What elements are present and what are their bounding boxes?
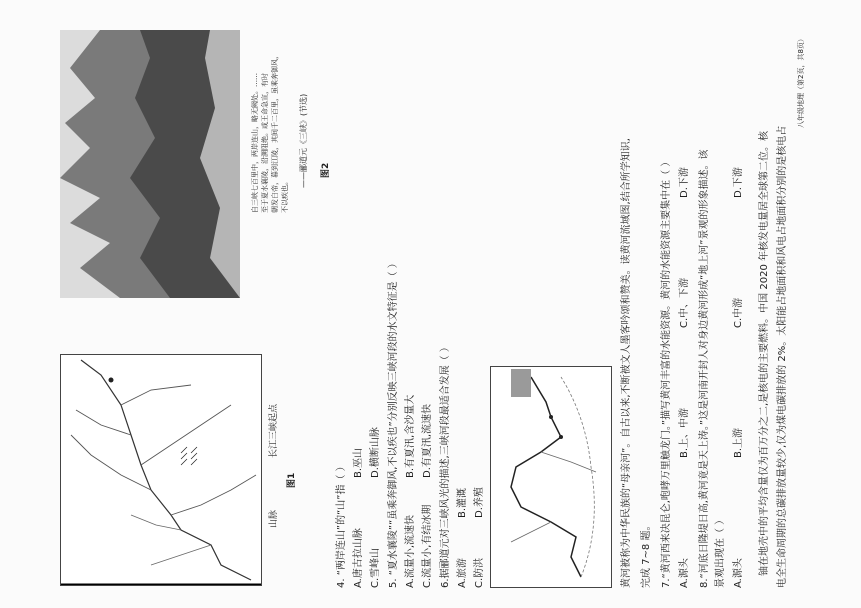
q4-option-b: B.巫山 — [353, 447, 364, 478]
question-7-stem: 7.“黄河西来决昆仑,咆哮万里触龙门。”描写黄河丰富的水能资源。黄河的水能资源主要集中在（ ） — [661, 156, 672, 588]
question-6-stem: 6.据郦道元对三峡风光的描述,三峡河段最适合发展（ ） — [440, 342, 451, 588]
q5-option-d: D.有夏汛,流速快 — [422, 403, 433, 478]
figure-2-painting — [60, 30, 240, 298]
q8-option-d: D.下游 — [733, 167, 744, 198]
question-4-stem: 4. “两岸连山”的“山”指（ ） — [336, 461, 347, 588]
poem-line: 朝发白帝，暮到江陵，其间千二百里，虽乘奔御风， — [271, 52, 279, 213]
q7-option-a: A.源头 — [679, 558, 690, 588]
q7-option-b: B.上、中游 — [679, 407, 690, 458]
q7-option-d: D.下游 — [679, 167, 690, 198]
q6-option-a: A.旅游 — [457, 558, 468, 588]
poem-line: 不以疾也。 — [281, 178, 289, 213]
q6-option-b: B.灌溉 — [457, 487, 468, 518]
q5-option-c: C.流量小,有结冰期 — [422, 504, 433, 588]
poem-source: ——郦道元《三峡》(节选) — [299, 93, 308, 188]
nuclear-passage-2: 电全生命周期的总碳排放量较少,仅为煤电碳排放的 2%。太阳能占地面积和风电占地面积分别的是核电占 — [777, 125, 788, 588]
figure-1-caption: 图1 — [287, 472, 297, 488]
yellow-river-drawing — [491, 367, 611, 587]
figure-1-map — [60, 354, 262, 586]
figure-1-legend-point: 长江三峡起点 — [269, 403, 279, 458]
q6-option-d: D.养殖 — [474, 487, 485, 518]
question-5-stem: 5. “夏水襄陵”“虽乘奔御风,不以疾也”分别反映三峡河段的水文特征是（ ） — [388, 258, 399, 588]
yellow-river-intro-2: 完成 7~8 题。 — [641, 520, 652, 588]
q5-option-b: B.有夏汛,含沙量大 — [405, 394, 416, 478]
yellow-river-intro-1: 黄河被称为中华民族的“母亲河”。自古以来,不断被文人墨客吟颂和赞美。读黄河流域图,结合所学知识, — [621, 138, 632, 588]
figure-2-caption: 图2 — [321, 162, 331, 178]
page-footer: 八年级地理（第2页，共8页） — [797, 35, 805, 128]
poem-line: 至于夏水襄陵，沿溯阻绝。或王命急宣，有时 — [261, 73, 269, 213]
q4-option-d: D.横断山脉 — [370, 427, 381, 478]
q8-option-a: A.源头 — [733, 558, 744, 588]
poem-text — [250, 0, 290, 213]
river-map-drawing — [61, 355, 261, 585]
q6-option-c: C.防洪 — [474, 557, 485, 588]
poem-line: 自三峡七百里中，两岸连山，略无阙处。…… — [251, 73, 259, 213]
q4-option-a: A.唐古拉山脉 — [353, 528, 364, 588]
q8-option-b: B.上游 — [733, 427, 744, 458]
gorge-painting — [60, 30, 240, 298]
q4-option-c: C.雪峰山 — [370, 547, 381, 588]
q7-option-c: C.中、下游 — [679, 277, 690, 328]
q5-option-a: A.流量小,流速快 — [405, 514, 416, 588]
yellow-river-basin-map — [490, 366, 612, 588]
nuclear-passage-1: 铀在地壳中的平均含量仅为百万分之二,是核电的主要燃料。中国 2020 年核发电量居全球第二位。核 — [759, 131, 770, 576]
question-8-stem-1: 8.“河底日隆堤日高,黄河竟是天上涛。”这是河南开封人对身边黄河形成“地上河”景观的形象描述。该 — [699, 149, 710, 588]
q8-option-c: C.中游 — [733, 297, 744, 328]
figure-1-legend-mountain: 山脉 — [269, 509, 279, 528]
question-8-stem-2: 景观出现在（ ） — [715, 514, 726, 588]
